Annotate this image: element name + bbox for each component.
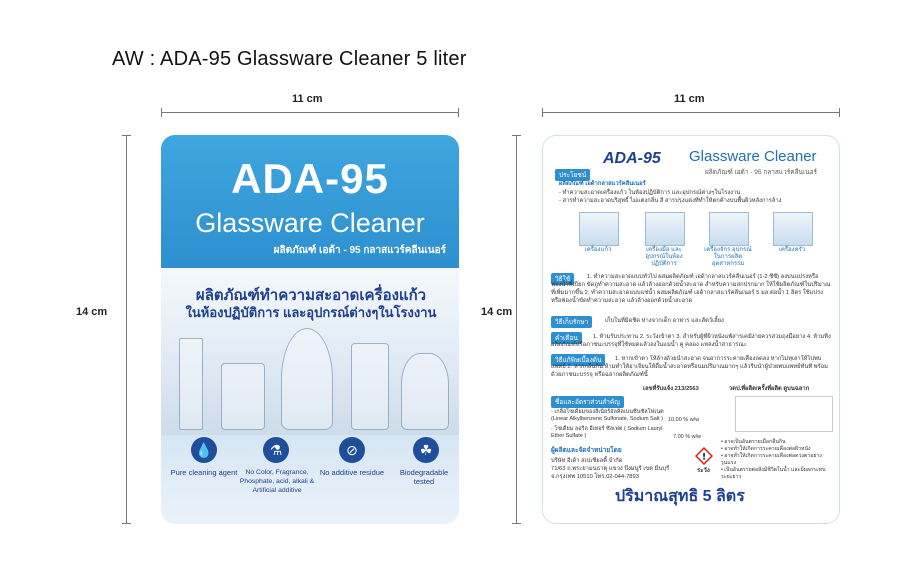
use-machinery-caption: เครื่องจักร อุปกรณ์ในการผลิต อุตสาหกรรม	[704, 247, 752, 267]
flask-image	[281, 328, 333, 430]
use-lab-equipment-caption: เครื่องมือ และอุปกรณ์ในห้องปฏิบัติการ	[645, 247, 683, 267]
no-additive-icon: ⊘	[339, 437, 365, 463]
firstaid-text: 1. หากเข้าตา ให้ล้างด้วยน้ำสะอาด จนอาการระคายเคืองลดลง หากไม่ทุเลาให้ไปพบแพทย์ 2. หากกลืนกิน ห้ามทำให้อาเจียนให้ดื่มน้ำสะอาดหรือนมปริมาณมากๆ แล้วรีบนำผู้ป่วยพบแพทย์ทันที พร้อมด้วยภาชนะบรรจุ หรือฉลากผลิตภัณฑ์นี้	[551, 356, 829, 378]
feature-no-color: No Color, Fragrance, Phosphate, acid, alkali & Artificial additive	[239, 469, 315, 494]
distributor-line-3: จ.กรุงเทพ 10510 โทร.02-044-7893	[551, 474, 639, 480]
front-thai-product: ผลิตภัณฑ์ เอด้า - 95 กลาสแวร์คลีนเนอร์	[273, 245, 446, 256]
ingredients-section-label: ชื่อและอัตราส่วนสำคัญ	[551, 396, 624, 408]
front-headline-line2: ในห้องปฏิบัติการ และอุปกรณ์ต่างๆในโรงงาน	[185, 305, 437, 320]
registration-number: เลขที่รับแจ้ง 213/2563	[643, 386, 699, 392]
use-glassware-caption: เครื่องแก้ว	[584, 247, 612, 253]
use-kitchenware-image	[773, 212, 813, 246]
back-width-label: 11 cm	[674, 93, 705, 105]
back-product-name: Glassware Cleaner	[689, 148, 817, 165]
back-height-tick-bottom	[512, 523, 521, 524]
benefit-line-2: - สารทำความสะอาดบริสุทธิ์ ไม่แต่งกลิ่น สี สารปรุงแต่งที่ทำให้ตกค้างบนพื้นผิวหลังการล้าง	[559, 198, 782, 204]
front-label	[161, 135, 459, 524]
benefit-line-1: - ทำความสะอาดเครื่องแก้ว ในห้องปฏิบัติการ และอุปกรณ์ต่างๆในโรงงาน	[559, 190, 741, 196]
hazard-note-1: • อาจเป็นอันตรายเมื่อกลืนกิน	[721, 439, 786, 445]
back-height-line	[516, 135, 517, 524]
leaf-icon: ☘	[413, 437, 439, 463]
back-label	[542, 135, 840, 524]
front-headline	[173, 287, 449, 321]
measuring-cup-image	[351, 343, 389, 430]
caution-section-label: คำเตือน	[551, 332, 582, 344]
front-width-tick-left	[161, 108, 162, 117]
front-brand: ADA-95	[231, 155, 389, 202]
back-thai-product: ผลิตภัณฑ์ เอด้า - 95 กลาสแวร์คลีนเนอร์	[705, 169, 818, 176]
graduated-cylinder-image	[179, 338, 203, 430]
front-height-tick-bottom	[122, 523, 131, 524]
back-width-tick-left	[542, 108, 543, 117]
firstaid-section-label: วิธีแก้พิษเบื้องต้น	[551, 354, 605, 366]
net-volume: ปริมาณสุทธิ 5 ลิตร	[615, 488, 745, 505]
storage-section-label: วิธีเก็บรักษา	[551, 316, 592, 328]
storage-text: เก็บในที่มิดชิด ห่างจากเด็ก อาหาร และสัตว์เลี้ยง	[605, 318, 724, 324]
page-title: AW : ADA-95 Glassware Cleaner 5 liter	[112, 48, 467, 70]
distributor-label: ผู้ผลิตและจัดจำหน่ายโดย	[551, 447, 622, 454]
distributor-line-2: 71/63 ถ.พระยามนธาตุ แขวง บึงมนูรี เขต มีนบุรี	[551, 466, 670, 472]
front-width-label: 11 cm	[292, 93, 323, 105]
distributor-line-1: บริษัท อีเด้า สเปเชียลตี้ จำกัด	[551, 458, 623, 464]
hazard-note-4: • เป็นอันตรายต่อสิ่งมีชีวิตในน้ำ และมีผลกระทบระยะยาว	[721, 467, 826, 480]
erlenmeyer-flask-image	[401, 353, 449, 430]
benefit-heading: ผลิตภัณฑ์ เอด้ากลาสแวร์คลีนเนอร์	[559, 181, 646, 187]
front-height-label: 14 cm	[76, 306, 108, 318]
ingredient-2-pct: 7.00 % w/w	[673, 434, 702, 440]
front-height-line	[126, 135, 127, 524]
hazard-warning-icon	[695, 447, 713, 465]
front-height-tick-top	[122, 135, 131, 136]
front-width-tick-right	[458, 108, 459, 117]
svg-text:!: !	[701, 452, 707, 463]
use-machinery-image	[709, 212, 749, 246]
drop-icon: 💧	[191, 437, 217, 463]
feature-no-additive: No additive residue	[319, 468, 385, 477]
back-width-tick-right	[839, 108, 840, 117]
use-lab-equipment-image	[645, 212, 685, 246]
front-product-name: Glassware Cleaner	[195, 208, 425, 238]
front-width-line	[161, 112, 459, 113]
batch-info-box	[735, 396, 833, 432]
method-text: 1. ทำความสะอาดแบบทั่วไป ผสมผลิตภัณฑ์ เอด้ากลาสแวร์คลีนเนอร์ (1-2 ซีซี) ลงบนแปรงหรือฟองน้ำที่เปียก ขัดถูทำความสะอาด แล้วล้างออกด้วยน้ำสะอาด สำหรับความสกปรกมาก ให้ใช้ผลิตภัณฑ์ในปริมาณที่เพิ่มมากขึ้น 2. ทำความสะอาดแบบแช่น้ำ ผสมผลิตภัณฑ์ เอด้ากลาสแวร์คลีนเนอร์ 5 มล.ต่อน้ำ 1 ลิตร ใช้แปรงหรือฟองน้ำขัดทำความสะอาด แล้วล้างออกด้วยน้ำสะอาด	[551, 274, 831, 304]
hazard-notes	[721, 439, 833, 481]
caution-text: 1. ห้ามรับประทาน 2. ระวังเข้าตา 3. สำหรับผู้ที่ผิวหนังแพ้สารเคมีง่ายควรสวมถุงมือยาง 4. ห้ามทิ้งผลิตภัณฑ์หรือภาชนะบรรจุที่ใช้หมดแล้วลงในแม่น้ำ คู คลอง แหล่งน้ำสาธารณะ	[551, 334, 831, 348]
beaker-image	[221, 363, 265, 430]
hazard-note-2: • อาจทำให้เกิดการระคายเคืองต่อผิวหนัง	[721, 446, 811, 452]
back-width-line	[542, 112, 840, 113]
benefit-section-label: ประโยชน์	[555, 169, 590, 181]
flask-icon: ⚗	[263, 437, 289, 463]
use-glassware-image	[579, 212, 619, 246]
ingredient-1-name: - เกลือโซเดียมของลีเนียร์อัลคิลเบนซีนซัลโฟเนต (Linear Alkylbenzene Sulfonate, Sodium Salt )	[551, 409, 664, 422]
back-brand: ADA-95	[603, 150, 661, 167]
ingredient-2-name: - โซเดียม ลอริล อีเทอร์ ซัลเฟต ( Sodium Lauryl Ether Sulfate )	[551, 426, 663, 439]
feature-biodegradable: Biodegradable tested	[399, 468, 449, 486]
ingredient-1-pct: 10.00 % w/w	[668, 417, 700, 423]
use-kitchenware-caption: เครื่องครัว	[778, 247, 806, 253]
back-height-label: 14 cm	[481, 306, 513, 318]
front-headline-line1: ผลิตภัณฑ์ทำความสะอาดเครื่องแก้ว	[195, 287, 427, 304]
method-section-label: วิธีใช้	[551, 273, 574, 285]
back-height-tick-top	[512, 135, 521, 136]
caution-word: ระวัง	[697, 468, 710, 474]
hazard-note-3: • อาจทำให้เกิดการระคายเคืองต่อดวงตาอย่างรุนแรง	[721, 453, 822, 466]
manufacture-date: วดป.ที่ผลิต/ครั้งที่ผลิต ดูบนฉลาก	[729, 386, 810, 392]
feature-pure-cleaning: Pure cleaning agent	[170, 468, 238, 477]
